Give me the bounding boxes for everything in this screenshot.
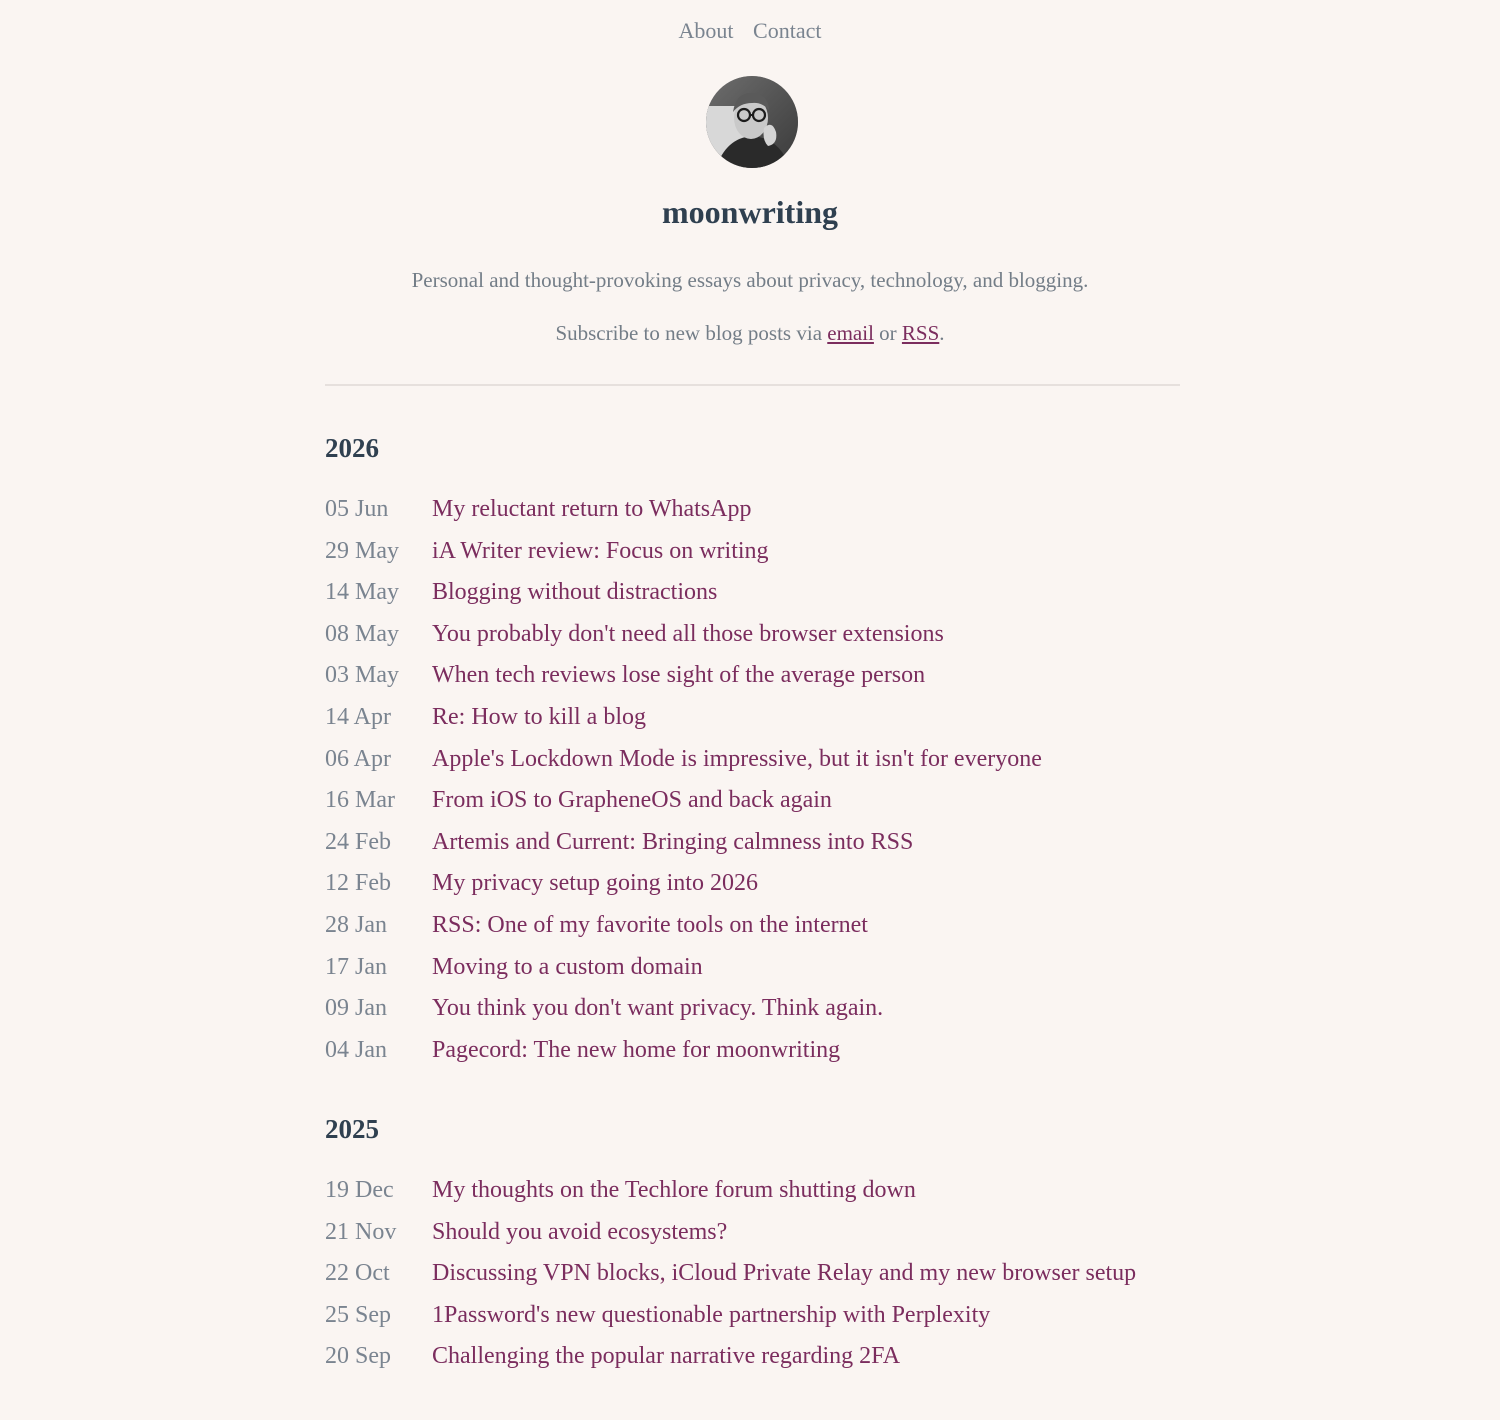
post-link[interactable]: Apple's Lockdown Mode is impressive, but it isn't for everyone bbox=[432, 745, 1042, 772]
site-title[interactable]: moonwriting bbox=[662, 194, 838, 230]
post-link[interactable]: Challenging the popular narrative regarding 2FA bbox=[432, 1343, 901, 1370]
post-link[interactable]: Artemis and Current: Bringing calmness into RSS bbox=[432, 828, 914, 855]
post-date: 16 Mar bbox=[325, 787, 395, 814]
post-row bbox=[325, 949, 1185, 985]
post-date: 28 Jan bbox=[325, 911, 387, 938]
post-row bbox=[325, 741, 1185, 777]
nav-link-about[interactable]: About bbox=[678, 18, 734, 43]
subscribe-rss-link[interactable]: RSS bbox=[901, 321, 940, 345]
post-link[interactable]: Moving to a custom domain bbox=[432, 953, 703, 980]
subscribe-line bbox=[0, 321, 1500, 346]
post-row bbox=[325, 1297, 1185, 1333]
post-date: 20 Sep bbox=[325, 1343, 391, 1370]
post-row bbox=[325, 616, 1185, 652]
post-row bbox=[325, 491, 1185, 527]
post-row bbox=[325, 1338, 1185, 1374]
post-date: 29 May bbox=[325, 537, 399, 564]
post-date: 14 Apr bbox=[325, 703, 391, 730]
subscribe-email-link[interactable]: email bbox=[827, 321, 874, 345]
post-date: 19 Dec bbox=[325, 1177, 394, 1203]
post-date: 03 May bbox=[325, 662, 399, 689]
post-date: 04 Jan bbox=[325, 1036, 387, 1063]
post-date: 21 Nov bbox=[325, 1218, 397, 1245]
post-link[interactable]: Blogging without distractions bbox=[432, 579, 718, 606]
post-link[interactable]: My privacy setup going into 2026 bbox=[432, 870, 758, 897]
post-row bbox=[325, 1214, 1185, 1250]
post-link[interactable]: 1Password's new questionable partnership with Perplexity bbox=[432, 1301, 991, 1328]
post-date: 24 Feb bbox=[325, 828, 391, 855]
post-row bbox=[325, 907, 1185, 943]
post-link[interactable]: RSS: One of my favorite tools on the internet bbox=[432, 911, 868, 938]
post-row bbox=[325, 1032, 1185, 1068]
post-date: 08 May bbox=[325, 620, 399, 647]
post-row bbox=[325, 657, 1185, 693]
post-date: 22 Oct bbox=[325, 1260, 390, 1287]
post-link[interactable]: Discussing VPN blocks, iCloud Private Relay and my new browser setup bbox=[432, 1260, 1137, 1287]
post-link[interactable]: iA Writer review: Focus on writing bbox=[432, 537, 769, 564]
post-row bbox=[325, 699, 1185, 735]
post-link[interactable]: You probably don't need all those browser extensions bbox=[432, 620, 944, 647]
post-row bbox=[325, 533, 1185, 569]
post-date: 06 Apr bbox=[325, 745, 391, 772]
post-link[interactable]: Should you avoid ecosystems? bbox=[432, 1218, 728, 1245]
post-date: 14 May bbox=[325, 579, 399, 606]
post-row bbox=[325, 865, 1185, 901]
post-row bbox=[325, 1255, 1185, 1291]
post-row bbox=[325, 824, 1185, 860]
post-link[interactable]: When tech reviews lose sight of the average person bbox=[432, 662, 926, 689]
post-row bbox=[325, 574, 1185, 610]
year-heading-2026: 2026 bbox=[325, 433, 379, 463]
subscribe-prefix: Subscribe to new blog posts via bbox=[555, 321, 828, 345]
post-date: 25 Sep bbox=[325, 1301, 391, 1328]
post-link[interactable]: Re: How to kill a blog bbox=[432, 703, 646, 730]
post-date: 17 Jan bbox=[325, 953, 387, 980]
post-date: 09 Jan bbox=[325, 995, 387, 1022]
post-row bbox=[325, 1172, 1185, 1208]
post-row bbox=[325, 990, 1185, 1026]
post-link[interactable]: From iOS to GrapheneOS and back again bbox=[432, 787, 832, 814]
post-list-2026 bbox=[325, 491, 1185, 1073]
site-tagline: Personal and thought-provoking essays about privacy, technology, and blogging. bbox=[411, 268, 1089, 292]
subscribe-middle: or bbox=[873, 321, 902, 345]
year-heading-2025: 2025 bbox=[325, 1114, 379, 1144]
post-link[interactable]: You think you don't want privacy. Think again. bbox=[432, 995, 884, 1022]
header-divider bbox=[325, 384, 1180, 386]
post-date: 05 Jun bbox=[325, 496, 389, 522]
post-link[interactable]: My thoughts on the Techlore forum shutting down bbox=[432, 1177, 916, 1203]
nav-link-contact[interactable]: Contact bbox=[753, 18, 822, 43]
post-link[interactable]: My reluctant return to WhatsApp bbox=[432, 496, 752, 522]
post-link[interactable]: Pagecord: The new home for moonwriting bbox=[432, 1036, 841, 1063]
post-list-2025 bbox=[325, 1172, 1185, 1380]
top-nav bbox=[0, 18, 1500, 44]
avatar bbox=[706, 76, 798, 168]
post-date: 12 Feb bbox=[325, 870, 391, 897]
post-row bbox=[325, 782, 1185, 818]
avatar-portrait-image bbox=[706, 76, 798, 168]
subscribe-suffix: . bbox=[939, 321, 945, 345]
